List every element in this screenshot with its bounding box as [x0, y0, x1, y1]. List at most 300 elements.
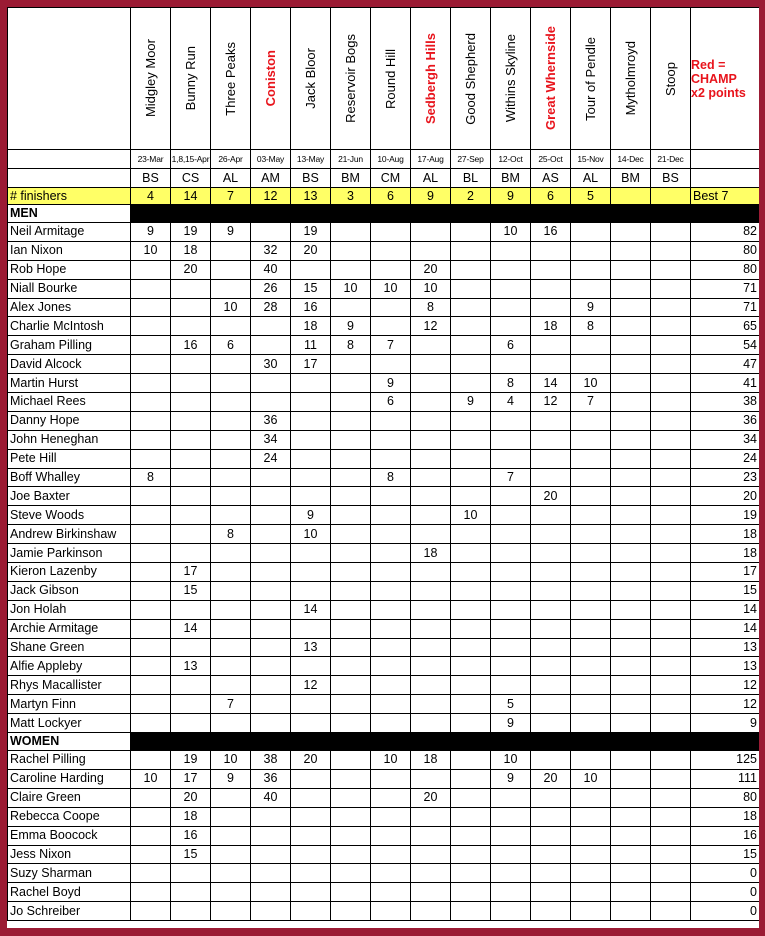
- race-points: [491, 619, 531, 638]
- race-points: [451, 241, 491, 260]
- race-points: [411, 676, 451, 695]
- race-name-wrap: [651, 8, 690, 149]
- race-points: [171, 374, 211, 393]
- race-name-cell: [331, 8, 371, 150]
- race-points: [331, 826, 371, 845]
- race-points: [571, 676, 611, 695]
- finishers-count: 6: [371, 188, 411, 205]
- race-points: [611, 563, 651, 582]
- race-points: 13: [171, 657, 211, 676]
- race-points: [611, 393, 651, 412]
- race-points: [371, 355, 411, 374]
- race-points: 18: [291, 317, 331, 336]
- runner-total: 18: [691, 807, 760, 826]
- race-points: [131, 676, 171, 695]
- race-points: [251, 393, 291, 412]
- race-points: [571, 864, 611, 883]
- race-points: [571, 336, 611, 355]
- race-points: [371, 506, 411, 525]
- race-points: [331, 769, 371, 788]
- race-points: [411, 506, 451, 525]
- race-points: [411, 223, 451, 242]
- runner-name: Neil Armitage: [8, 223, 131, 242]
- race-points: 7: [491, 468, 531, 487]
- race-points: 10: [371, 751, 411, 770]
- race-points: [451, 676, 491, 695]
- race-points: [451, 883, 491, 902]
- race-date: 14-Dec: [611, 150, 651, 169]
- race-points: [331, 374, 371, 393]
- race-points: [651, 430, 691, 449]
- race-points: [531, 430, 571, 449]
- race-name-wrap: [251, 8, 290, 149]
- race-points: 30: [251, 355, 291, 374]
- race-category: BS: [651, 169, 691, 188]
- race-points: [371, 619, 411, 638]
- race-points: [131, 544, 171, 563]
- race-points: [611, 223, 651, 242]
- race-points: [171, 487, 211, 506]
- race-points: [611, 883, 651, 902]
- race-points: 6: [491, 336, 531, 355]
- race-points: [451, 223, 491, 242]
- runner-total: 47: [691, 355, 760, 374]
- race-points: [371, 581, 411, 600]
- race-points: [171, 638, 211, 657]
- runner-row: [8, 581, 760, 600]
- runner-row: [8, 563, 760, 582]
- race-points: [331, 393, 371, 412]
- race-points: [651, 769, 691, 788]
- race-points: 34: [251, 430, 291, 449]
- race-points: [371, 298, 411, 317]
- race-points: [611, 355, 651, 374]
- race-points: [531, 600, 571, 619]
- race-points: [211, 544, 251, 563]
- race-points: [211, 657, 251, 676]
- race-codes-row: [8, 169, 760, 188]
- race-points: 10: [371, 279, 411, 298]
- race-points: 7: [571, 393, 611, 412]
- race-points: [531, 355, 571, 374]
- race-points: [291, 563, 331, 582]
- race-points: [611, 449, 651, 468]
- race-points: 28: [251, 298, 291, 317]
- runner-total: 18: [691, 544, 760, 563]
- race-points: [611, 581, 651, 600]
- race-points: [331, 411, 371, 430]
- runner-total: 15: [691, 845, 760, 864]
- race-points: [211, 241, 251, 260]
- runner-row: [8, 657, 760, 676]
- race-name-cell: [571, 8, 611, 150]
- race-points: [211, 676, 251, 695]
- runner-row: [8, 241, 760, 260]
- race-points: [411, 355, 451, 374]
- race-points: [331, 902, 371, 921]
- race-points: [571, 430, 611, 449]
- race-points: [251, 902, 291, 921]
- race-points: [211, 788, 251, 807]
- runner-total: 54: [691, 336, 760, 355]
- race-points: [171, 676, 211, 695]
- race-category: BL: [451, 169, 491, 188]
- race-points: [411, 619, 451, 638]
- race-points: [531, 864, 571, 883]
- race-points: [331, 638, 371, 657]
- runner-row: [8, 769, 760, 788]
- race-points: [131, 336, 171, 355]
- race-date: 26-Apr: [211, 150, 251, 169]
- runner-name: Jamie Parkinson: [8, 544, 131, 563]
- standings-table: [7, 7, 759, 921]
- race-points: [651, 563, 691, 582]
- race-points: [251, 525, 291, 544]
- runner-total: 71: [691, 298, 760, 317]
- race-points: [491, 317, 531, 336]
- race-points: [291, 826, 331, 845]
- section-bar: [131, 733, 760, 751]
- runner-row: [8, 695, 760, 714]
- race-points: [451, 751, 491, 770]
- runner-name: Jack Gibson: [8, 581, 131, 600]
- race-name-cell: [171, 8, 211, 150]
- finishers-count: 13: [291, 188, 331, 205]
- runner-name: Rhys Macallister: [8, 676, 131, 695]
- race-points: 18: [171, 241, 211, 260]
- race-points: [291, 581, 331, 600]
- race-points: [411, 826, 451, 845]
- race-points: [531, 298, 571, 317]
- race-points: [291, 769, 331, 788]
- race-points: [651, 411, 691, 430]
- race-points: [611, 657, 651, 676]
- race-points: 9: [571, 298, 611, 317]
- race-points: [451, 769, 491, 788]
- race-points: [571, 355, 611, 374]
- race-points: [571, 788, 611, 807]
- race-points: [331, 657, 371, 676]
- race-points: [451, 525, 491, 544]
- runner-total: 24: [691, 449, 760, 468]
- race-category: BS: [291, 169, 331, 188]
- race-points: [171, 695, 211, 714]
- race-points: [611, 619, 651, 638]
- race-points: 14: [291, 600, 331, 619]
- race-points: [291, 864, 331, 883]
- race-points: [211, 355, 251, 374]
- race-points: [611, 864, 651, 883]
- runner-total: 13: [691, 657, 760, 676]
- race-points: [571, 411, 611, 430]
- race-points: [411, 638, 451, 657]
- race-points: [531, 581, 571, 600]
- race-points: [331, 807, 371, 826]
- race-points: [491, 487, 531, 506]
- race-name-wrap: [411, 8, 450, 149]
- race-points: [331, 864, 371, 883]
- finishers-count: [651, 188, 691, 205]
- race-points: [131, 355, 171, 374]
- race-points: [211, 845, 251, 864]
- race-points: [451, 826, 491, 845]
- runner-total: 12: [691, 695, 760, 714]
- race-points: [211, 563, 251, 582]
- race-points: [371, 638, 411, 657]
- race-points: 18: [171, 807, 211, 826]
- race-points: 10: [491, 223, 531, 242]
- finishers-count: 2: [451, 188, 491, 205]
- race-points: [451, 902, 491, 921]
- race-points: [651, 902, 691, 921]
- runner-name: Archie Armitage: [8, 619, 131, 638]
- race-points: [651, 241, 691, 260]
- runner-name: Steve Woods: [8, 506, 131, 525]
- race-points: [411, 393, 451, 412]
- race-points: [371, 676, 411, 695]
- runner-total: 80: [691, 241, 760, 260]
- race-points: [251, 563, 291, 582]
- race-points: [211, 449, 251, 468]
- race-points: [331, 695, 371, 714]
- race-points: [531, 883, 571, 902]
- race-points: [251, 826, 291, 845]
- race-points: [571, 883, 611, 902]
- runner-name: Jo Schreiber: [8, 902, 131, 921]
- race-points: [331, 845, 371, 864]
- race-points: [611, 260, 651, 279]
- race-points: [131, 883, 171, 902]
- race-points: [171, 600, 211, 619]
- race-name-wrap: [611, 8, 650, 149]
- race-points: [171, 317, 211, 336]
- finishers-count: 3: [331, 188, 371, 205]
- race-points: [171, 430, 211, 449]
- race-points: [171, 411, 211, 430]
- race-points: [531, 676, 571, 695]
- runner-row: [8, 676, 760, 695]
- race-points: 8: [491, 374, 531, 393]
- runner-name: Niall Bourke: [8, 279, 131, 298]
- runner-row: [8, 355, 760, 374]
- race-name-wrap: [531, 8, 570, 149]
- race-points: 9: [291, 506, 331, 525]
- finishers-label: # finishers: [8, 188, 131, 205]
- race-name: Mytholmroyd: [623, 41, 638, 116]
- race-points: [571, 657, 611, 676]
- race-points: [491, 638, 531, 657]
- runner-name: Rachel Pilling: [8, 751, 131, 770]
- runner-name: Andrew Birkinshaw: [8, 525, 131, 544]
- race-points: [651, 544, 691, 563]
- race-points: [211, 487, 251, 506]
- finishers-count: 14: [171, 188, 211, 205]
- race-points: [411, 336, 451, 355]
- race-points: [291, 468, 331, 487]
- race-points: [571, 563, 611, 582]
- race-points: [291, 714, 331, 733]
- runner-row: [8, 393, 760, 412]
- race-points: [571, 544, 611, 563]
- race-points: [531, 826, 571, 845]
- race-points: [651, 260, 691, 279]
- race-name: Bunny Run: [183, 46, 198, 111]
- race-points: [611, 788, 651, 807]
- runner-total: 19: [691, 506, 760, 525]
- race-points: [411, 411, 451, 430]
- race-points: [611, 506, 651, 525]
- champ-note-line: Red =: [691, 57, 726, 72]
- race-points: [371, 223, 411, 242]
- race-points: 18: [411, 544, 451, 563]
- race-name-cell: [651, 8, 691, 150]
- race-points: [331, 751, 371, 770]
- race-points: [651, 826, 691, 845]
- race-name-wrap: [371, 8, 410, 149]
- race-points: [291, 788, 331, 807]
- race-points: [211, 714, 251, 733]
- race-points: [211, 411, 251, 430]
- race-points: [611, 411, 651, 430]
- race-points: [411, 600, 451, 619]
- race-points: [251, 638, 291, 657]
- race-points: [131, 788, 171, 807]
- runner-total: 17: [691, 563, 760, 582]
- standings-sheet: [7, 7, 759, 928]
- runner-name: Pete Hill: [8, 449, 131, 468]
- race-points: [451, 657, 491, 676]
- race-points: [251, 657, 291, 676]
- race-points: [131, 638, 171, 657]
- race-points: 8: [411, 298, 451, 317]
- race-date: 17-Aug: [411, 150, 451, 169]
- runner-total: 41: [691, 374, 760, 393]
- race-date: 21-Dec: [651, 150, 691, 169]
- race-points: [491, 279, 531, 298]
- race-name: Good Shepherd: [463, 32, 478, 125]
- race-points: [211, 883, 251, 902]
- race-points: [451, 638, 491, 657]
- race-points: [451, 544, 491, 563]
- race-points: [371, 544, 411, 563]
- race-points: [571, 619, 611, 638]
- race-name: Great Whernside: [543, 26, 558, 131]
- race-points: [531, 336, 571, 355]
- race-points: [371, 317, 411, 336]
- race-points: [651, 374, 691, 393]
- race-name-cell: [411, 8, 451, 150]
- race-points: 20: [291, 751, 331, 770]
- race-points: [531, 638, 571, 657]
- race-points: [331, 714, 371, 733]
- race-points: [371, 411, 411, 430]
- race-points: [451, 355, 491, 374]
- race-points: [131, 751, 171, 770]
- race-points: [411, 657, 451, 676]
- race-points: [651, 506, 691, 525]
- race-points: [411, 807, 451, 826]
- race-points: [651, 581, 691, 600]
- race-points: [131, 393, 171, 412]
- race-points: [411, 864, 451, 883]
- race-name: Stoop: [663, 61, 678, 96]
- race-points: [331, 298, 371, 317]
- race-points: [291, 883, 331, 902]
- race-points: [291, 393, 331, 412]
- runner-row: [8, 544, 760, 563]
- race-points: 11: [291, 336, 331, 355]
- race-points: [171, 393, 211, 412]
- race-points: [371, 449, 411, 468]
- race-points: [171, 525, 211, 544]
- race-points: 7: [371, 336, 411, 355]
- race-points: [291, 260, 331, 279]
- race-points: [251, 714, 291, 733]
- race-points: 10: [131, 241, 171, 260]
- runner-total: 111: [691, 769, 760, 788]
- race-points: [571, 714, 611, 733]
- race-points: [371, 845, 411, 864]
- race-points: [131, 600, 171, 619]
- race-name: Three Peaks: [223, 41, 238, 116]
- runner-row: [8, 260, 760, 279]
- race-points: 16: [171, 336, 211, 355]
- race-points: [331, 676, 371, 695]
- runner-total: 18: [691, 525, 760, 544]
- race-points: [651, 468, 691, 487]
- race-points: 40: [251, 260, 291, 279]
- runner-name: David Alcock: [8, 355, 131, 374]
- runner-total: 20: [691, 487, 760, 506]
- race-points: [451, 279, 491, 298]
- race-points: 20: [531, 769, 571, 788]
- race-points: [411, 845, 451, 864]
- race-points: [131, 714, 171, 733]
- runner-total: 36: [691, 411, 760, 430]
- runner-total: 80: [691, 260, 760, 279]
- race-date: 27-Sep: [451, 150, 491, 169]
- race-points: [451, 714, 491, 733]
- section-header-row: [8, 733, 760, 751]
- race-points: [451, 374, 491, 393]
- runner-name: Joe Baxter: [8, 487, 131, 506]
- race-points: [611, 336, 651, 355]
- runner-name: Alfie Appleby: [8, 657, 131, 676]
- race-points: [451, 317, 491, 336]
- race-points: [571, 638, 611, 657]
- race-points: [571, 845, 611, 864]
- race-points: [291, 619, 331, 638]
- race-category: AL: [411, 169, 451, 188]
- race-points: [331, 223, 371, 242]
- race-points: [291, 487, 331, 506]
- race-points: [251, 845, 291, 864]
- race-points: 5: [491, 695, 531, 714]
- race-name-cell: [251, 8, 291, 150]
- race-points: [451, 411, 491, 430]
- race-name-wrap: [131, 8, 170, 149]
- runner-row: [8, 468, 760, 487]
- race-points: [491, 449, 531, 468]
- race-points: [531, 751, 571, 770]
- race-name: Jack Bloor: [303, 48, 318, 109]
- runner-name: Martin Hurst: [8, 374, 131, 393]
- race-points: [131, 563, 171, 582]
- race-points: [131, 807, 171, 826]
- race-points: [171, 883, 211, 902]
- race-points: [331, 525, 371, 544]
- runner-row: [8, 430, 760, 449]
